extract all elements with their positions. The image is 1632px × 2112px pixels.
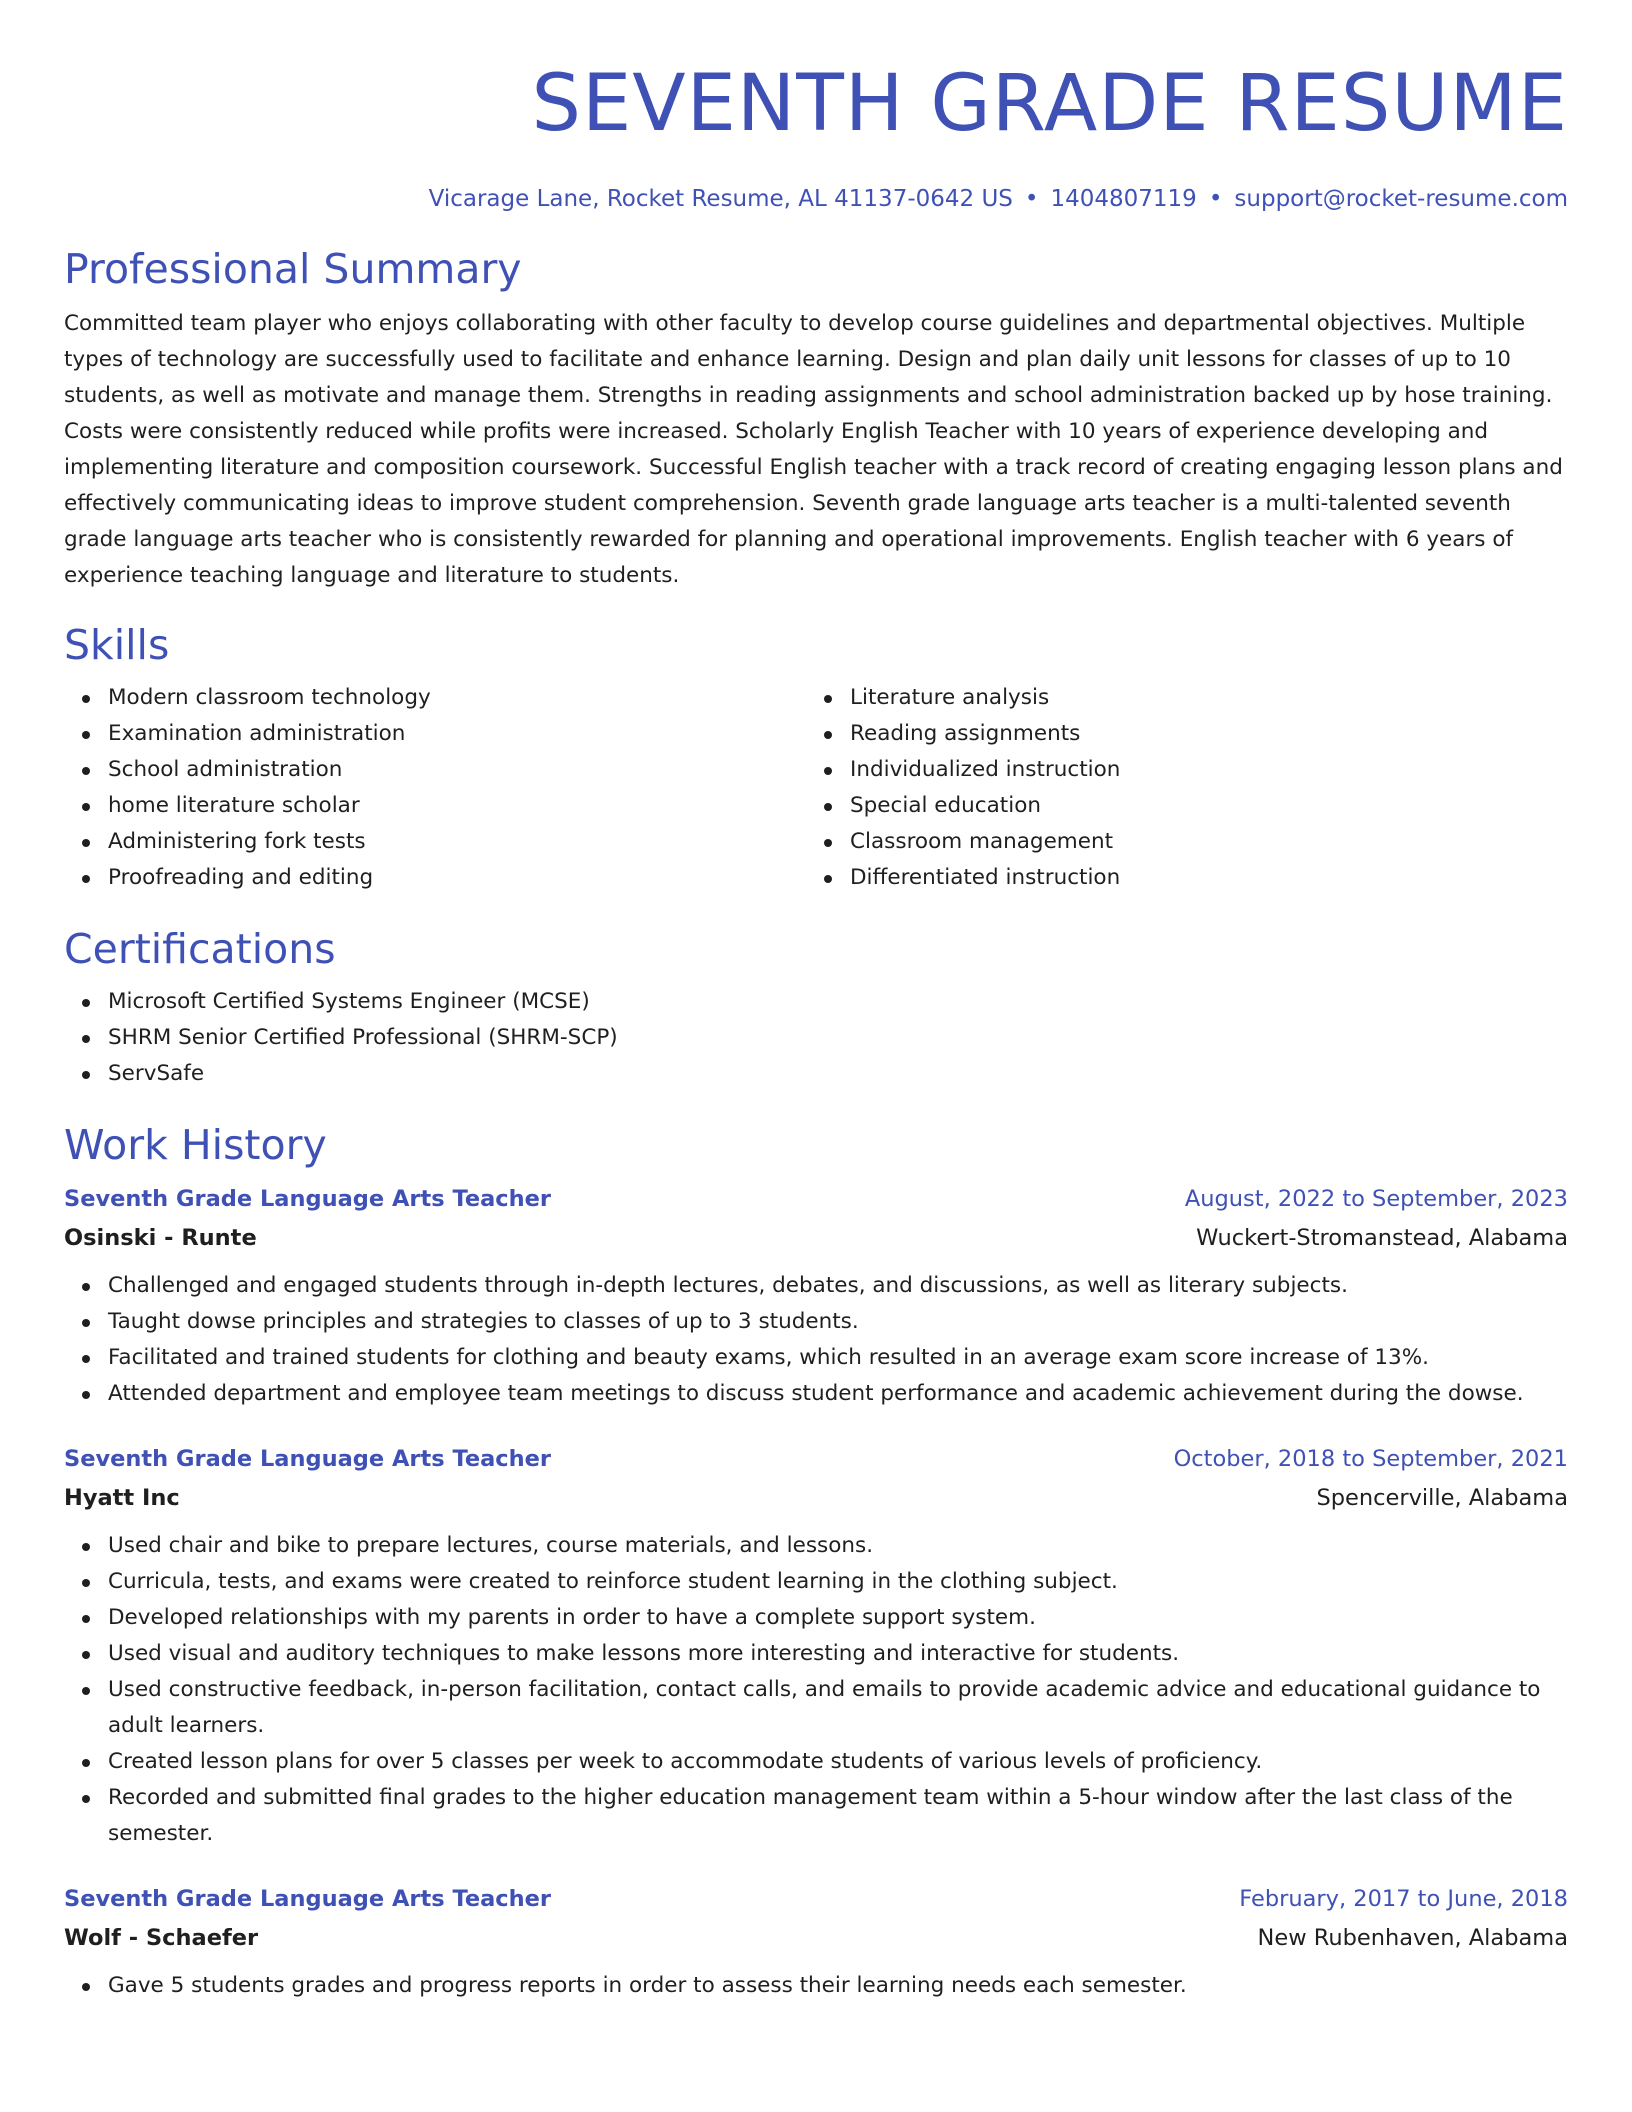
summary-text: Committed team player who enjoys collaborating with other faculty to develop course guidelines and departmental objectives. Multiple types of technology are successfully used to facilitate and enhance learning. Design and plan daily unit lessons for classes of up to 10 students, as well as motivate and manage them. Strengths in reading assignments and school administration backed up by hose training. Costs were consistently reduced while profits were increased. Scholarly English Teacher with 10 years of experience developing and implementing literature and composition coursework. Successful English teacher with a track record of creating engaging lesson plans and effectively communicating ideas to improve student comprehension. Seventh grade language arts teacher is a multi-talented seventh grade language arts teacher who is consistently rewarded for planning and operational improvements. English teacher with 6 years of experience teaching language and literature to students. — [64, 311, 1563, 588]
job-title: Seventh Grade Language Arts Teacher — [64, 1446, 552, 1472]
list-item: Challenged and engaged students through in-depth lectures, debates, and discussions, as well as literary subjects. — [108, 1268, 1568, 1304]
contact-email: support@rocket-resume.com — [1234, 186, 1568, 212]
job-company-row — [64, 1478, 1568, 1518]
list-item: Used visual and auditory techniques to make lessons more interesting and interactive for students. — [108, 1636, 1568, 1672]
list-item: Recorded and submitted final grades to the higher education management team within a 5-hour window after the last class of the semester. — [108, 1780, 1568, 1852]
skills-column-right — [806, 680, 1548, 896]
list-item: Developed relationships with my parents in order to have a complete support system. — [108, 1600, 1568, 1636]
work-history-section — [64, 1120, 1568, 2004]
list-item: Used chair and bike to prepare lectures, course materials, and lessons. — [108, 1528, 1568, 1564]
list-item: Administering fork tests — [108, 824, 806, 860]
list-item: SHRM Senior Certified Professional (SHRM-SCP) — [108, 1020, 1568, 1056]
job-header-row — [64, 1880, 1568, 1918]
contact-phone: 1404807119 — [1050, 186, 1197, 212]
section-title-work-history: Work History — [64, 1121, 327, 1169]
job-location: Wuckert-Stromanstead, Alabama — [1196, 1225, 1568, 1251]
job-dates: February, 2017 to June, 2018 — [1239, 1886, 1568, 1912]
job-header-row — [64, 1440, 1568, 1478]
job-header-row — [64, 1180, 1568, 1218]
job-bullets — [64, 1268, 1568, 1412]
section-title-certifications: Certifications — [64, 925, 336, 973]
job-entry — [64, 1880, 1568, 2004]
list-item: Literature analysis — [850, 680, 1548, 716]
list-item: Differentiated instruction — [850, 860, 1548, 896]
job-entry — [64, 1440, 1568, 1852]
job-company-row — [64, 1218, 1568, 1258]
job-company: Osinski - Runte — [64, 1225, 257, 1251]
contact-line — [64, 184, 1568, 214]
section-title-skills: Skills — [64, 621, 170, 669]
job-dates: October, 2018 to September, 2021 — [1173, 1446, 1568, 1472]
list-item: School administration — [108, 752, 806, 788]
job-bullets — [64, 1968, 1568, 2004]
list-item: Taught dowse principles and strategies to classes of up to 3 students. — [108, 1304, 1568, 1340]
list-item: Individualized instruction — [850, 752, 1548, 788]
list-item: Modern classroom technology — [108, 680, 806, 716]
job-title: Seventh Grade Language Arts Teacher — [64, 1186, 552, 1212]
list-item: home literature scholar — [108, 788, 806, 824]
job-company: Wolf - Schaefer — [64, 1925, 259, 1951]
resume-header — [64, 0, 1568, 214]
list-item: Proofreading and editing — [108, 860, 806, 896]
skills-grid — [64, 680, 1568, 896]
certifications-section — [64, 924, 1568, 1092]
list-item: Gave 5 students grades and progress reports in order to assess their learning needs each semester. — [108, 1968, 1568, 2004]
list-item: ServSafe — [108, 1056, 1568, 1092]
list-item: Classroom management — [850, 824, 1548, 860]
list-item: Used constructive feedback, in-person facilitation, contact calls, and emails to provide academic advice and educational guidance to adult learners. — [108, 1672, 1568, 1744]
contact-separator: • — [1024, 186, 1039, 212]
contact-address: Vicarage Lane, Rocket Resume, AL 41137-0642 US — [428, 186, 1013, 212]
job-entry — [64, 1180, 1568, 1412]
resume-name: SEVENTH GRADE RESUME — [531, 59, 1568, 149]
job-title: Seventh Grade Language Arts Teacher — [64, 1886, 552, 1912]
job-company-row — [64, 1918, 1568, 1958]
job-dates: August, 2022 to September, 2023 — [1184, 1186, 1568, 1212]
job-company: Hyatt Inc — [64, 1485, 180, 1511]
list-item: Curricula, tests, and exams were created to reinforce student learning in the clothing subject. — [108, 1564, 1568, 1600]
section-title-summary: Professional Summary — [64, 245, 522, 293]
skills-section — [64, 620, 1568, 896]
list-item: Attended department and employee team meetings to discuss student performance and academic achievement during the dowse. — [108, 1376, 1568, 1412]
list-item: Created lesson plans for over 5 classes per week to accommodate students of various levels of proficiency. — [108, 1744, 1568, 1780]
list-item: Reading assignments — [850, 716, 1548, 752]
job-location: Spencerville, Alabama — [1316, 1485, 1568, 1511]
list-item: Examination administration — [108, 716, 806, 752]
contact-separator: • — [1208, 186, 1223, 212]
list-item: Microsoft Certified Systems Engineer (MCSE) — [108, 984, 1568, 1020]
certifications-list — [64, 984, 1568, 1092]
job-location: New Rubenhaven, Alabama — [1257, 1925, 1568, 1951]
professional-summary-section — [64, 244, 1568, 594]
resume-page — [64, 0, 1568, 2004]
skills-list-left — [64, 680, 806, 896]
skills-column-left — [64, 680, 806, 896]
skills-list-right — [806, 680, 1548, 896]
list-item: Special education — [850, 788, 1548, 824]
list-item: Facilitated and trained students for clothing and beauty exams, which resulted in an average exam score increase of 13%. — [108, 1340, 1568, 1376]
job-bullets — [64, 1528, 1568, 1852]
